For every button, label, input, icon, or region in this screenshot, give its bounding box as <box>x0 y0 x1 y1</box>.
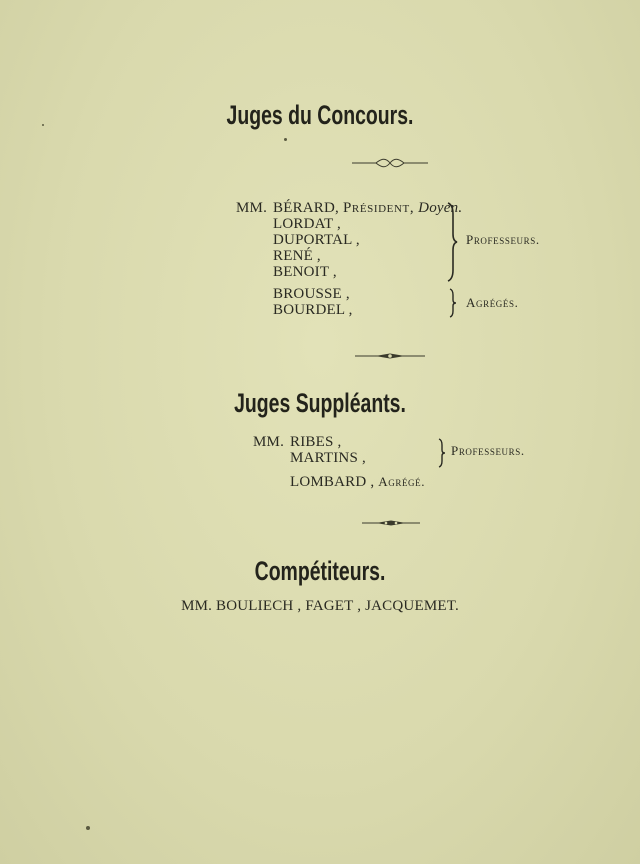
competitors-line: MM. BOULIECH , FAGET , JACQUEMET. <box>181 598 459 614</box>
president-name: BÉRARD, <box>273 200 339 216</box>
professors-label: Professeurs. <box>466 232 540 247</box>
heading-competitors: Compétiteurs. <box>254 556 386 586</box>
dean-title: Doyen. <box>418 200 463 216</box>
ornament-divider-2 <box>355 352 425 360</box>
heading-judges: Juges du Concours. <box>226 100 414 130</box>
substitute-agrege-line <box>290 474 425 491</box>
agrege-name: BROUSSE , <box>273 286 350 302</box>
substitute-professor-name: RIBES , <box>290 434 342 450</box>
professor-name: BENOIT , <box>273 264 337 280</box>
substitute-professors-label: Professeurs. <box>451 443 525 458</box>
paper-speck <box>86 826 90 830</box>
agrege-name: BOURDEL , <box>273 302 353 318</box>
paper-speck <box>42 124 44 126</box>
brace-professors <box>445 202 459 282</box>
ornament-divider-1 <box>352 158 428 168</box>
paper-speck <box>284 138 287 141</box>
professor-name: DUPORTAL , <box>273 232 360 248</box>
president-line <box>273 200 462 217</box>
agreges-label: Agrégés. <box>466 295 519 310</box>
substitute-professor-name: MARTINS , <box>290 450 366 466</box>
panel-mm: MM. <box>236 200 268 216</box>
substitutes-mm: MM. <box>253 434 285 450</box>
brace-agreges <box>447 288 459 318</box>
brace-substitute-professors <box>436 438 448 468</box>
president-title: Président, <box>342 200 415 216</box>
professor-name: LORDAT , <box>273 216 341 232</box>
heading-substitutes: Juges Suppléants. <box>234 388 406 418</box>
substitute-agrege-name: LOMBARD , <box>290 474 375 490</box>
professor-name: RENÉ , <box>273 248 321 264</box>
substitute-agrege-label: Agrégé. <box>378 474 426 489</box>
ornament-divider-3 <box>362 519 420 527</box>
